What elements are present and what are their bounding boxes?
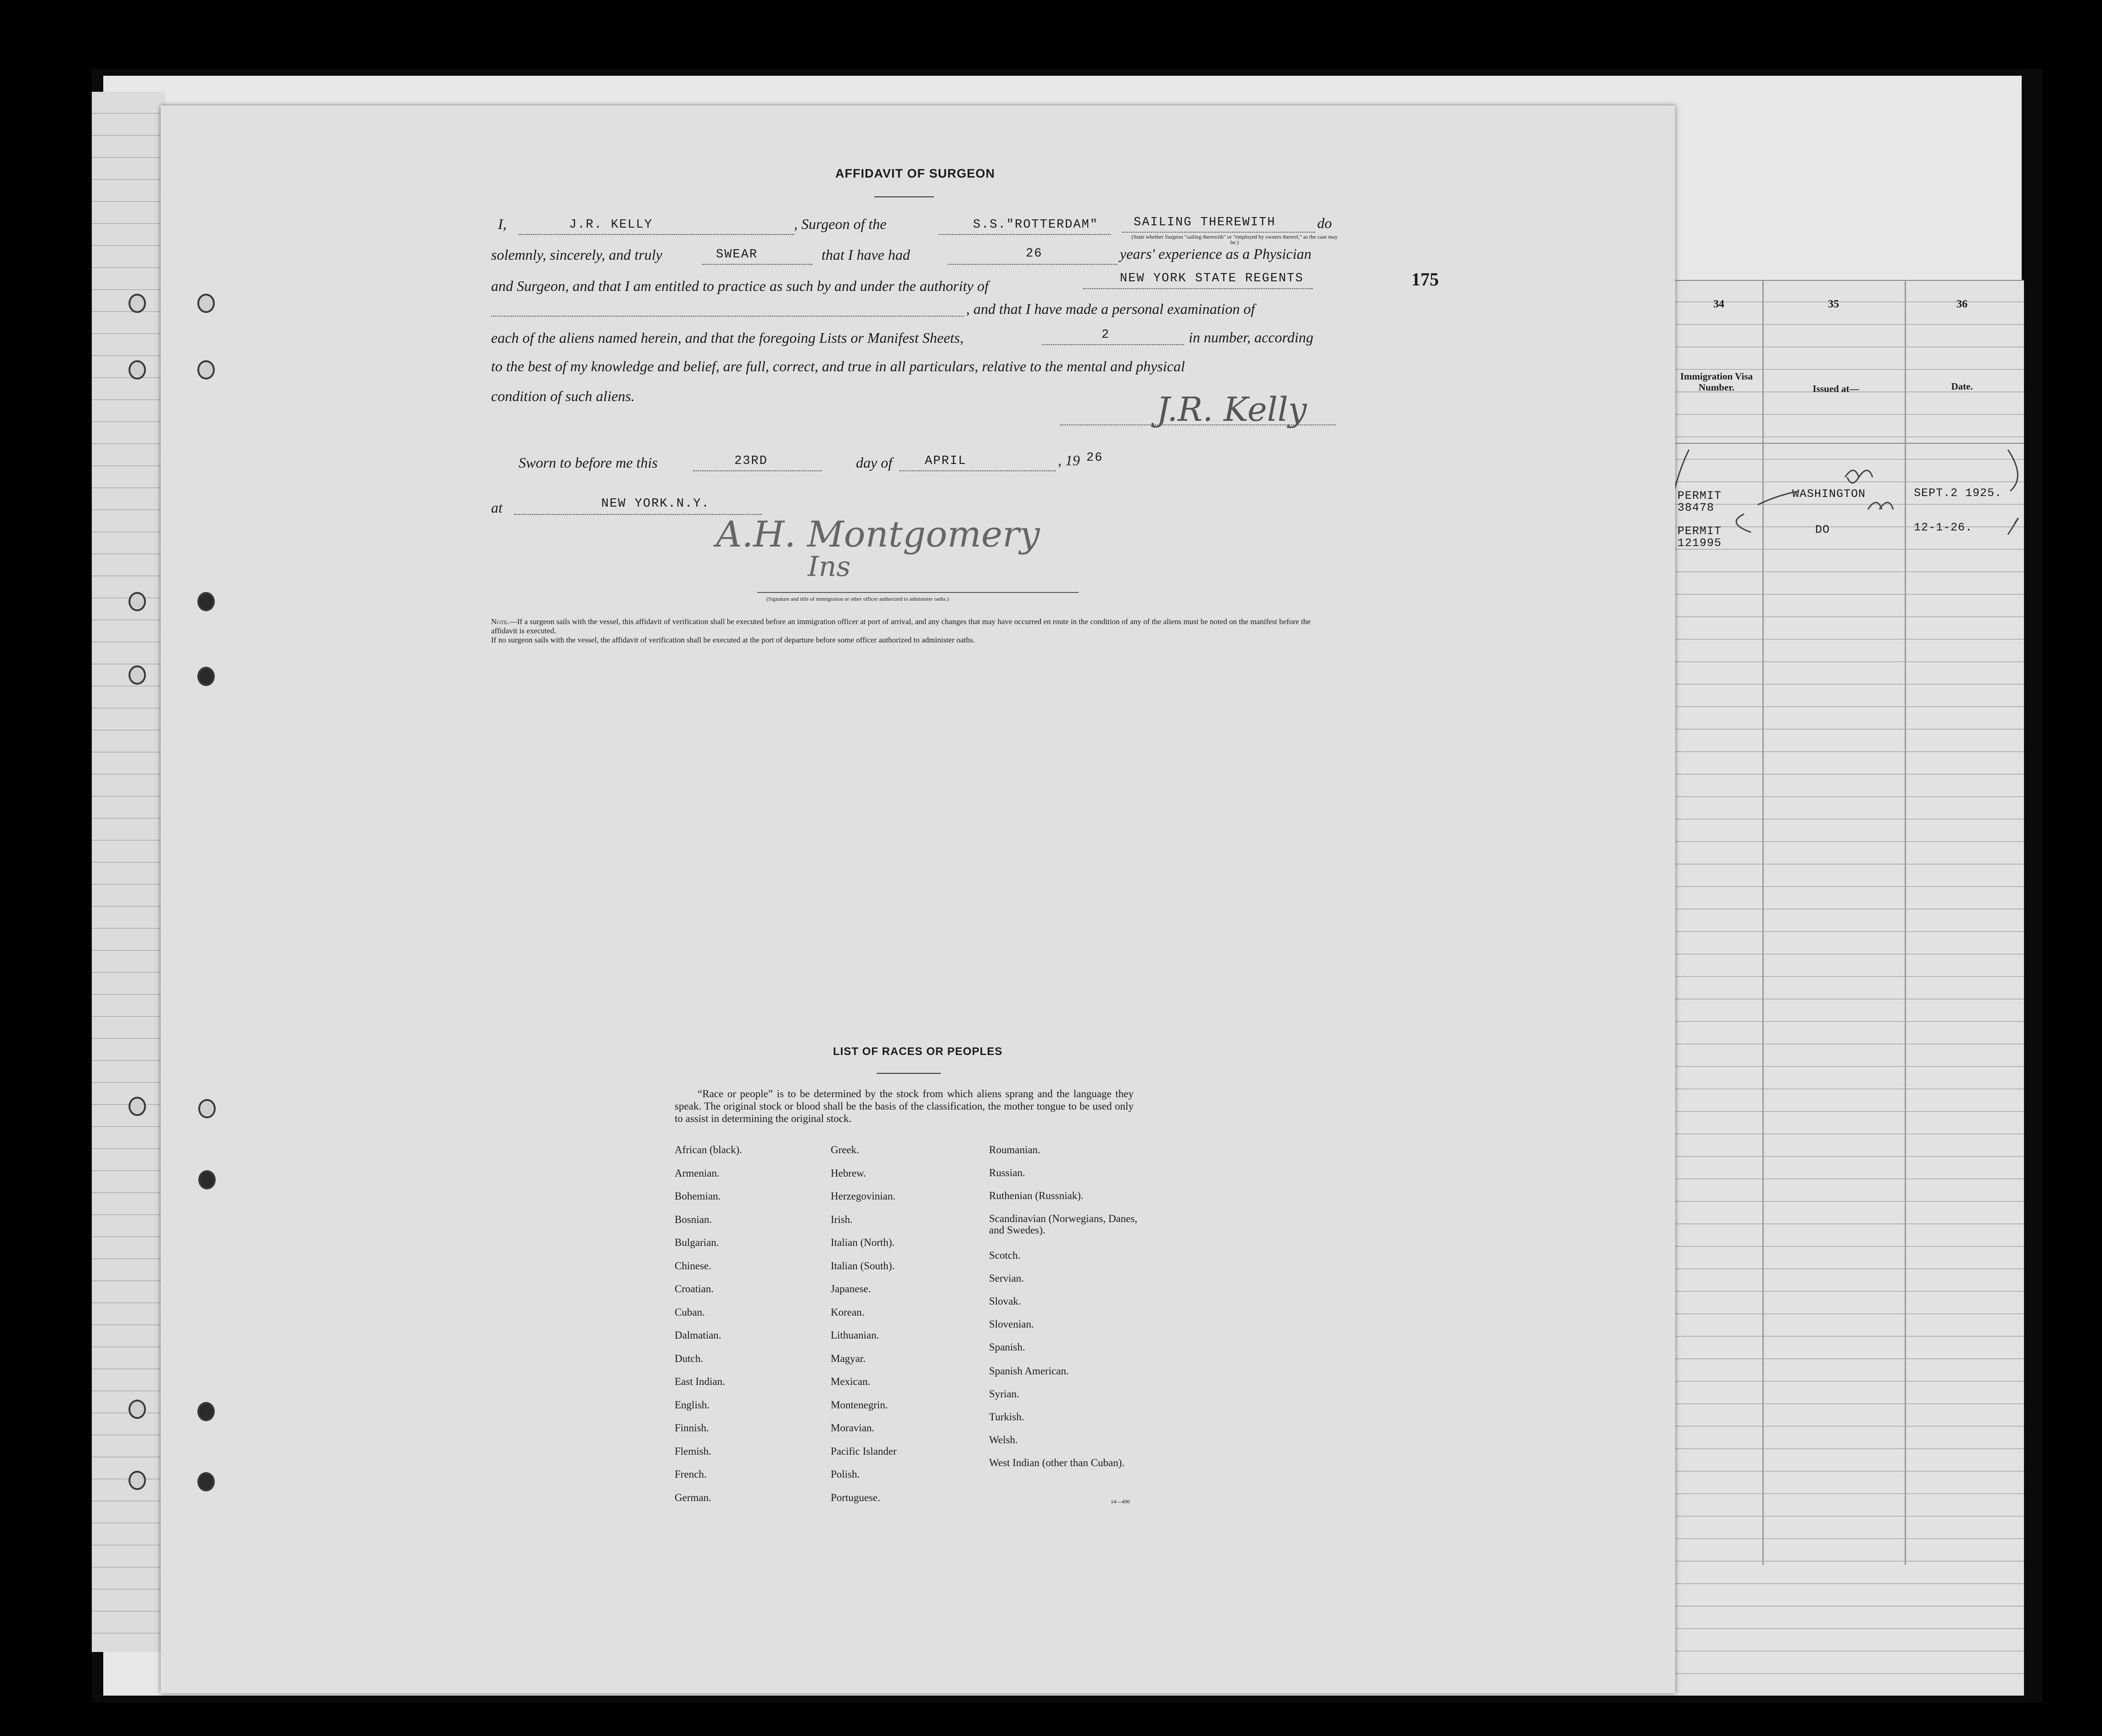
- affidavit-line1-suffix: do: [1317, 215, 1332, 231]
- column-number-35: 35: [1828, 298, 1839, 310]
- binding-hole: [197, 1402, 215, 1421]
- race-item: German.: [675, 1491, 711, 1503]
- sworn-year-prefix: , 19: [1058, 452, 1080, 469]
- race-item: Bohemian.: [675, 1190, 721, 1202]
- race-item: Bosnian.: [675, 1213, 712, 1225]
- visa-number-row1: PERMIT 38478: [1677, 489, 1722, 514]
- race-item: West Indian (other than Cuban).: [989, 1457, 1125, 1468]
- affidavit-line2-prefix: solemnly, sincerely, and truly: [491, 246, 662, 263]
- note-line1: —If a surgeon sails with the vessel, this affidavit of verification shall be executed before an immigration officer at port of arrival, and any changes that may have occurred en route in the condition of any of the aliens must be noted on the manifest before the affidavit is executed.: [491, 617, 1311, 635]
- oath-word: SWEAR: [716, 248, 758, 262]
- page-number: 175: [1411, 269, 1439, 290]
- fill-line: [1083, 288, 1313, 289]
- race-item: Irish.: [831, 1213, 853, 1225]
- surgeon-status: SAILING THEREWITH: [1134, 216, 1276, 229]
- affidavit-line7: condition of such aliens.: [491, 388, 635, 404]
- race-item: Greek.: [831, 1144, 859, 1155]
- ship-name: S.S."ROTTERDAM": [973, 218, 1099, 232]
- race-item: Russian.: [989, 1167, 1025, 1178]
- sworn-mid: day of: [856, 454, 893, 471]
- race-item: English.: [675, 1399, 710, 1411]
- race-item: Magyar.: [831, 1352, 866, 1364]
- race-item: East Indian.: [675, 1376, 725, 1387]
- race-item: Slovenian.: [989, 1318, 1034, 1330]
- manifest-sheet-count: 2: [1101, 328, 1110, 342]
- race-item: Dutch.: [675, 1352, 703, 1364]
- binding-hole: [197, 294, 215, 313]
- affidavit-line2-mid: that I have had: [822, 246, 910, 263]
- fill-line: [519, 234, 794, 235]
- binding-hole: [129, 1471, 146, 1490]
- note-label: Note.: [491, 617, 509, 626]
- race-item: Montenegrin.: [831, 1399, 888, 1411]
- race-item: Lithuanian.: [831, 1329, 879, 1341]
- race-item: Slovak.: [989, 1295, 1021, 1307]
- race-item: Pacific Islander: [831, 1445, 897, 1457]
- sworn-day: 23RD: [734, 454, 768, 468]
- binding-hole: [198, 1170, 216, 1189]
- races-intro: “Race or people” is to be determined by the stock from which aliens sprang and the language they speak. The original stock or blood shall be the basis of the classification, the mother tongue to be used only to assist in determining the original stock.: [675, 1088, 1134, 1124]
- affidavit-line1-prefix: I,: [498, 216, 507, 232]
- race-item: Syrian.: [989, 1388, 1019, 1400]
- handwritten-ditto-marks: [1671, 441, 2029, 551]
- issued-at-row2: DO: [1815, 523, 1830, 536]
- licensing-authority: NEW YORK STATE REGENTS: [1120, 272, 1304, 285]
- date-row1: SEPT.2 1925.: [1914, 486, 2002, 500]
- surgeon-name: J.R. KELLY: [569, 218, 653, 232]
- column-header-visa: Immigration Visa Number.: [1680, 371, 1753, 393]
- race-item: Welsh.: [989, 1434, 1018, 1446]
- sworn-month: APRIL: [925, 454, 967, 468]
- fill-line: [491, 316, 964, 317]
- race-item: Moravian.: [831, 1422, 875, 1434]
- affidavit-line1-mid: , Surgeon of the: [794, 216, 887, 232]
- race-item: Croatian.: [675, 1283, 714, 1295]
- fill-line: [693, 470, 822, 471]
- note-line2: If no surgeon sails with the vessel, the affidavit of verification shall be executed at the port of departure before some officer authorized to administer oaths.: [491, 636, 975, 644]
- binding-hole: [129, 665, 146, 685]
- race-item: African (black).: [675, 1144, 742, 1155]
- visa-number-row2: PERMIT 121995: [1677, 525, 1722, 550]
- race-item: Chinese.: [675, 1260, 711, 1272]
- races-title: LIST OF RACES OR PEOPLES: [833, 1045, 1003, 1058]
- race-item: French.: [675, 1468, 707, 1480]
- race-item: Herzegovinian.: [831, 1190, 896, 1202]
- fill-line: [1122, 232, 1315, 233]
- column-number-34: 34: [1713, 298, 1724, 310]
- surgeon-signature: J.R. Kelly: [1157, 390, 1307, 429]
- race-item: Spanish American.: [989, 1365, 1069, 1377]
- race-item: Polish.: [831, 1468, 860, 1480]
- race-item: Armenian.: [675, 1167, 720, 1179]
- race-item: Ruthenian (Russniak).: [989, 1190, 1084, 1201]
- affidavit-line3-prefix: and Surgeon, and that I am entitled to practice as such by and under the authority of: [491, 278, 989, 294]
- binding-hole: [197, 667, 215, 686]
- binding-hole: [197, 592, 215, 611]
- fill-line: [939, 234, 1111, 235]
- sworn-prefix: Sworn to before me this: [519, 454, 658, 471]
- race-item: Scotch.: [989, 1250, 1021, 1261]
- race-item: Scandinavian (Norwegians, Danes, and Swedes).: [989, 1213, 1138, 1236]
- race-item: Hebrew.: [831, 1167, 867, 1179]
- binding-hole: [197, 1472, 215, 1491]
- race-item: Italian (North).: [831, 1237, 895, 1248]
- fill-line: [1042, 344, 1184, 345]
- race-item: Cuban.: [675, 1306, 705, 1318]
- left-edge-ruled-strip: [92, 92, 165, 1652]
- binding-hole: [129, 1400, 146, 1419]
- fill-line: [702, 264, 812, 265]
- binding-hole: [129, 294, 146, 313]
- race-item: Mexican.: [831, 1376, 871, 1387]
- race-item: Roumanian.: [989, 1144, 1040, 1155]
- affidavit-line6: to the best of my knowledge and belief, are full, correct, and true in all particulars, relative to the mental and physical: [491, 358, 1185, 374]
- fill-line: [948, 264, 1118, 265]
- race-item: Korean.: [831, 1306, 865, 1318]
- binding-hole: [129, 360, 146, 380]
- race-item: Finnish.: [675, 1422, 709, 1434]
- affidavit-line2-suffix: years' experience as a Physician: [1120, 246, 1312, 262]
- race-item: Bulgarian.: [675, 1237, 719, 1248]
- officer-signature-line: [757, 592, 1079, 593]
- race-item: Servian.: [989, 1273, 1024, 1284]
- race-item: Flemish.: [675, 1445, 711, 1457]
- binding-hole: [129, 1097, 146, 1116]
- binding-hole: [198, 1099, 216, 1118]
- issued-at-row1: WASHINGTON: [1792, 487, 1866, 501]
- race-item: Spanish.: [989, 1341, 1025, 1353]
- binding-hole: [129, 592, 146, 611]
- race-item: Italian (South).: [831, 1260, 895, 1272]
- races-title-underline: [877, 1073, 941, 1074]
- fill-line: [900, 470, 1056, 471]
- at-prefix: at: [491, 499, 503, 516]
- officer-signature: A.H. Montgomery: [716, 514, 1040, 555]
- officer-caption: (Signature and title of immigration or other officer authorized to administer oaths.): [766, 596, 949, 602]
- column-top-rule: [1671, 280, 2024, 281]
- affidavit-line5-suffix: in number, according: [1189, 329, 1314, 346]
- race-item: Japanese.: [831, 1283, 871, 1295]
- affidavit-note: [491, 617, 1336, 645]
- race-item: Portuguese.: [831, 1491, 880, 1503]
- column-number-36: 36: [1957, 298, 1968, 310]
- status-note: (State whether Surgeon "sailing therewith" or "employed by owners thereof," as the case may be.): [1131, 234, 1338, 246]
- sworn-place: NEW YORK.N.Y.: [601, 497, 710, 511]
- date-row2: 12-1-26.: [1914, 521, 1973, 534]
- officer-title: Ins: [808, 551, 851, 583]
- affidavit-line5-prefix: each of the aliens named herein, and that the foregoing Lists or Manifest Sheets,: [491, 329, 964, 346]
- binding-hole: [197, 360, 215, 380]
- race-item: Turkish.: [989, 1411, 1024, 1423]
- title-underline: [874, 196, 934, 197]
- form-number: 14—490: [1111, 1498, 1130, 1505]
- sworn-year-suffix: 26: [1086, 451, 1103, 465]
- race-item: Dalmatian.: [675, 1329, 721, 1341]
- column-header-issued-at: Issued at—: [1812, 383, 1859, 394]
- affidavit-title: AFFIDAVIT OF SURGEON: [835, 167, 995, 180]
- years-experience: 26: [1026, 247, 1043, 261]
- affidavit-line4: , and that I have made a personal examination of: [966, 301, 1255, 317]
- column-header-date: Date.: [1951, 381, 1973, 392]
